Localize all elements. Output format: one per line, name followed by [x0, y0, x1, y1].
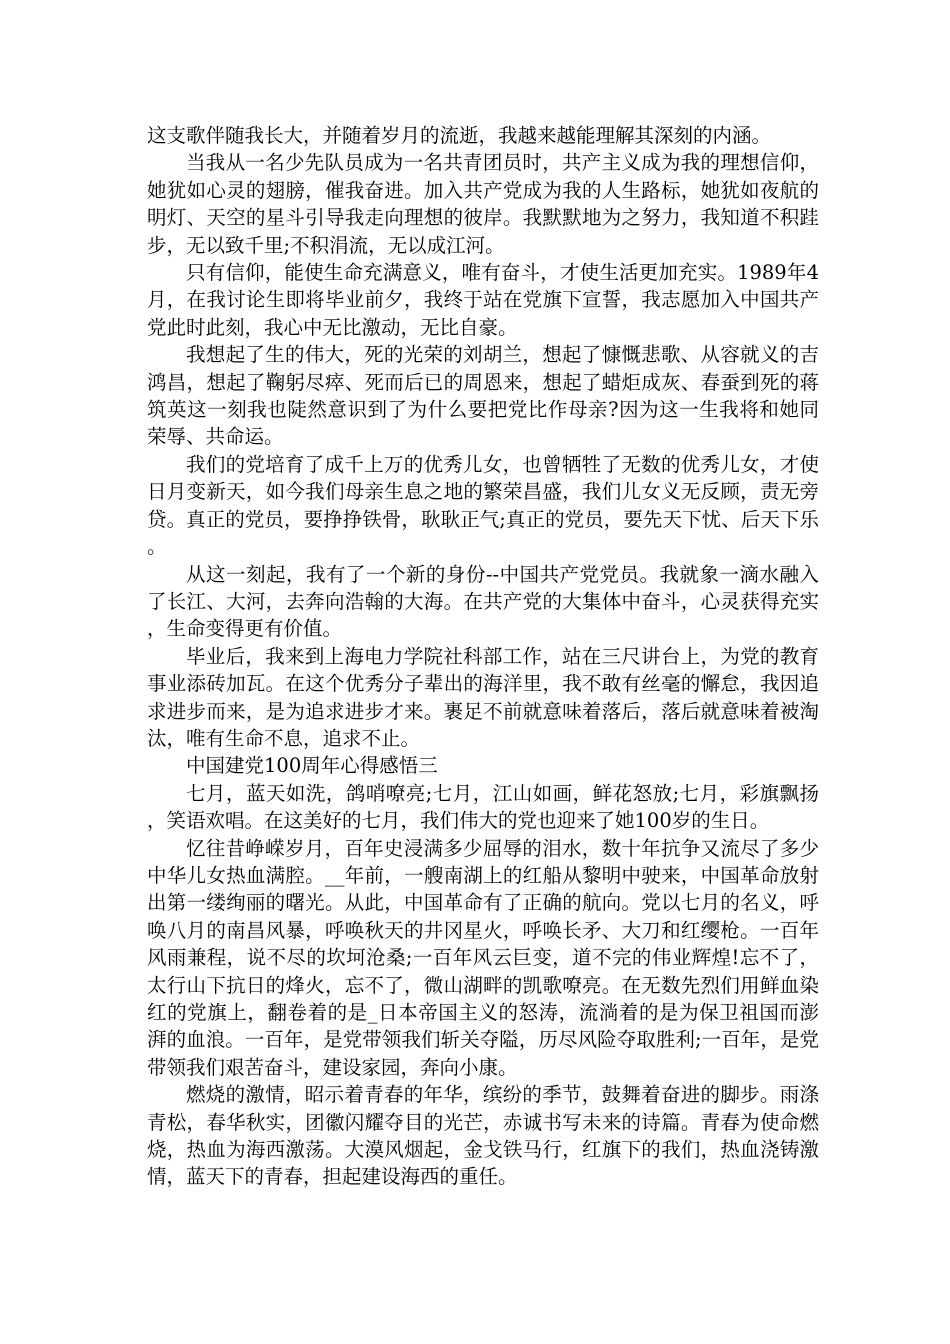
- paragraph: 当我从一名少先队员成为一名共青团员时，共产主义成为我的理想信仰，她犹如心灵的翅膀，催我奋进。加入共产党成为我的人生路标，她犹如夜航的明灯、天空的星斗引导我走向理想的彼岸。我默默地为之努力，我知道不积跬步，无以致千里;不积涓流，无以成江河。: [147, 151, 819, 257]
- paragraph: 七月，蓝天如洗，鸽哨嘹亮;七月，江山如画，鲜花怒放;七月，彩旗飘扬，笑语欢唱。在这美好的七月，我们伟大的党也迎来了她100岁的生日。: [147, 781, 819, 833]
- paragraph: 只有信仰，能使生命充满意义，唯有奋斗，才使生活更加充实。1989年4月，在我讨论生即将毕业前夕，我终于站在党旗下宣誓，我志愿加入中国共产党此时此刻，我心中无比激动，无比自豪。: [147, 261, 819, 339]
- paragraph: 从这一刻起，我有了一个新的身份--中国共产党党员。我就象一滴水融入了长江、大河，去奔向浩翰的大海。在共产党的大集体中奋斗，心灵获得充实，生命变得更有价值。: [147, 562, 819, 641]
- paragraph: 燃烧的激情，昭示着青春的年华，缤纷的季节，鼓舞着奋进的脚步。雨涤青松，春华秋实，团徽闪耀夺目的光芒，赤诚书写未来的诗篇。青春为使命燃烧，热血为海西激荡。大漠风烟起，金戈铁马行，红旗下的我们，热血浇铸激情，蓝天下的青春，担起建设海西的重任。: [147, 1083, 819, 1189]
- paragraph: 我们的党培育了成千上万的优秀儿女，也曾牺牲了无数的优秀儿女，才使日月变新天，如今我们母亲生息之地的繁荣昌盛，我们儿女义无反顾，责无旁贷。真正的党员，要挣挣铁骨，耿耿正气;真正的党员，要先天下忧、后天下乐。: [147, 452, 819, 559]
- document-page: [147, 122, 819, 1191]
- paragraph: 毕业后，我来到上海电力学院社科部工作，站在三尺讲台上，为党的教育事业添砖加瓦。在这个优秀分子辈出的海洋里，我不敢有丝毫的懈怠，我因追求进步而来，是为追求进步才来。裹足不前就意味着落后，落后就意味着被淘汰，唯有生命不息，追求不止。: [147, 644, 819, 750]
- paragraph: 我想起了生的伟大，死的光荣的刘胡兰，想起了慷慨悲歌、从容就义的吉鸿昌，想起了鞠躬尽瘁、死而后已的周恩来，想起了蜡炬成灰、春蚕到死的蒋筑英这一刻我也陡然意识到了为什么要把党比作母亲?因为这一生我将和她同荣辱、共命运。: [147, 343, 819, 449]
- section-heading: 中国建党100周年心得感悟三: [186, 754, 438, 778]
- paragraph: 忆往昔峥嵘岁月，百年史浸满多少屈辱的泪水，数十年抗争又流尽了多少中华儿女热血满腔。__年前，一艘南湖上的红船从黎明中驶来，中国革命放射出第一缕绚丽的曙光。从此，中国革命有了正确的航向。党以七月的名义，呼唤八月的南昌风暴，呼唤秋天的井冈星火，呼唤长矛、大刀和红缨枪。一百年风雨兼程，说不尽的坎坷沧桑;一百年风云巨变，道不完的伟业辉煌!忘不了，太行山下抗日的烽火，忘不了，微山湖畔的凯歌嘹亮。在无数先烈们用鲜血染红的党旗上，翻卷着的是_日本帝国主义的怒涛，流淌着的是为保卫祖国而澎湃的血浪。一百年，是党带领我们斩关夺隘，历尽风险夺取胜利;一百年，是党带领我们艰苦奋斗，建设家园，奔向小康。: [147, 836, 819, 1079]
- paragraph: 这支歌伴随我长大，并随着岁月的流逝，我越来越能理解其深刻的内涵。: [147, 124, 772, 147]
